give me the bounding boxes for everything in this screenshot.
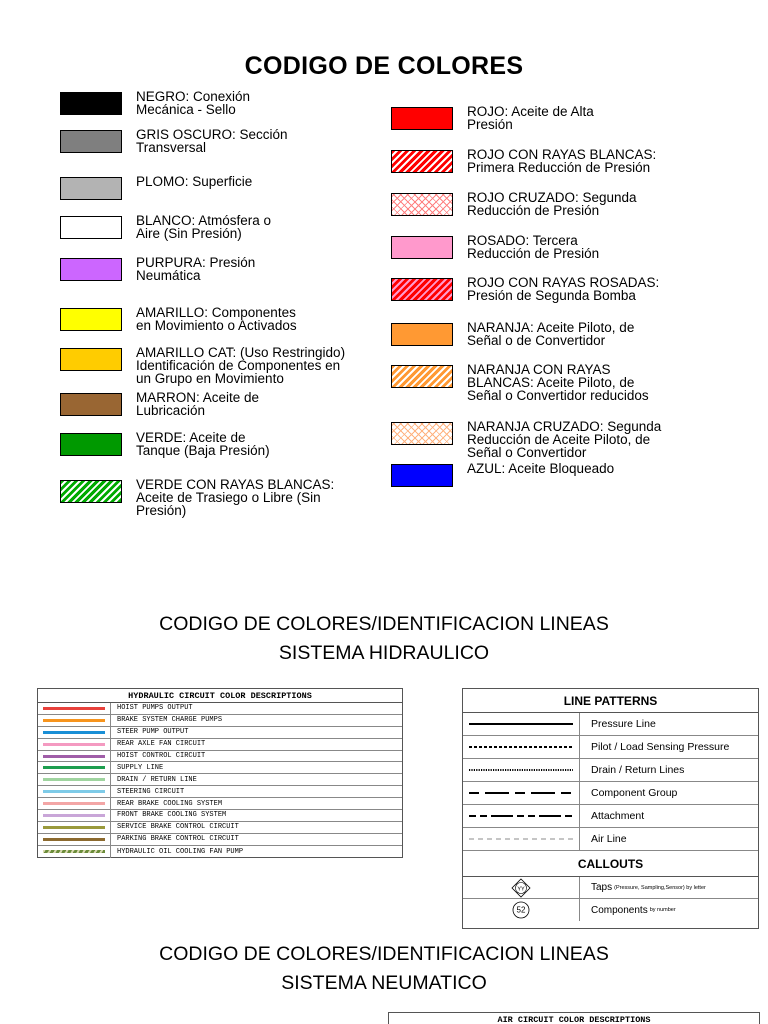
line-swatch [43, 826, 105, 829]
callouts-header: CALLOUTS [463, 851, 758, 877]
pattern-label: Component Group [591, 787, 678, 799]
color-swatch [391, 193, 453, 216]
pattern-label: Air Line [591, 833, 627, 845]
legend-text-line: AMARILLO: Componentes [136, 305, 296, 320]
hydraulic-title-line2: SISTEMA HIDRAULICO [278, 642, 490, 664]
legend-entry [60, 477, 335, 518]
color-swatch [391, 422, 453, 445]
legend-text-line: BLANCAS: Aceite Piloto, de [467, 375, 635, 390]
line-swatch [43, 802, 105, 805]
air-table-header: AIR CIRCUIT COLOR DESCRIPTIONS [497, 1015, 651, 1024]
legend-text [136, 128, 288, 154]
tap-callout-icon [511, 878, 531, 898]
legend-text-line: NEGRO: Conexión [136, 89, 251, 104]
table-row [38, 822, 402, 834]
line-swatch-cell [38, 762, 111, 773]
table-row [463, 828, 758, 851]
color-swatch [391, 150, 453, 173]
hydraulic-title-line1: CODIGO DE COLORES/IDENTIFICACION LINEAS [159, 613, 609, 635]
legend-text-line: MARRON: Aceite de [136, 390, 260, 405]
legend-text [136, 478, 334, 517]
line-swatch [43, 719, 105, 722]
hydraulic-section-title [0, 610, 768, 668]
legend-text [136, 306, 297, 332]
table-row [38, 751, 402, 763]
line-swatch-cell [38, 798, 111, 809]
table-row [463, 759, 758, 782]
legend-text-line: Lubricación [136, 403, 206, 418]
pattern-cell [463, 782, 580, 804]
row-label: PARKING BRAKE CONTROL CIRCUIT [117, 835, 239, 844]
legend-entry [391, 419, 662, 460]
row-label: BRAKE SYSTEM CHARGE PUMPS [117, 716, 223, 725]
pattern-cell [463, 805, 580, 827]
callout-label: Taps (Pressure, Sampling,Sensor) by letter [591, 882, 706, 893]
legend-text [136, 391, 259, 417]
color-swatch [60, 92, 122, 115]
line-swatch [43, 814, 105, 817]
legend-text-line: Presión de Segunda Bomba [467, 288, 636, 303]
legend-text [467, 420, 661, 459]
line-swatch-cell [38, 739, 111, 750]
color-swatch [60, 480, 122, 503]
legend-text-line: Primera Reducción de Presión [467, 160, 651, 175]
row-label: SUPPLY LINE [117, 763, 164, 772]
color-swatch [60, 216, 122, 239]
pattern-label: Pilot / Load Sensing Pressure [591, 741, 730, 753]
component-callout-icon [511, 900, 531, 920]
page-title: CODIGO DE COLORES [244, 52, 524, 80]
pneumatic-title-line1: CODIGO DE COLORES/IDENTIFICACION LINEAS [159, 943, 609, 965]
pattern-cell [463, 713, 580, 735]
legend-entry [60, 305, 297, 333]
legend-text-line: ROJO: Aceite de Alta [467, 104, 594, 119]
table-row [38, 834, 402, 846]
color-swatch [60, 433, 122, 456]
line-pattern-icon [469, 719, 573, 729]
table-row [38, 703, 402, 715]
legend-text-line: ROJO CON RAYAS BLANCAS: [467, 147, 657, 162]
color-swatch [60, 348, 122, 371]
legend-text-line: Reducción de Presión [467, 246, 600, 261]
legend-text-line: Señal o de Convertidor [467, 333, 606, 348]
row-label: REAR AXLE FAN CIRCUIT [117, 740, 206, 749]
legend-text [467, 234, 599, 260]
line-swatch-cell [38, 810, 111, 821]
legend-text [136, 431, 270, 457]
legend-entry [60, 255, 256, 283]
legend-text-line: Señal o Convertidor reducidos [467, 388, 649, 403]
legend-text-line: Neumática [136, 268, 201, 283]
row-label: STEERING CIRCUIT [117, 787, 185, 796]
legend-text [467, 276, 659, 302]
line-swatch-cell [38, 822, 111, 833]
color-swatch [60, 258, 122, 281]
legend-text [136, 256, 255, 282]
line-swatch-cell [38, 715, 111, 726]
legend-entry [60, 213, 272, 241]
legend-text-line: NARANJA: Aceite Piloto, de [467, 320, 635, 335]
color-swatch [60, 393, 122, 416]
legend-text-line: AZUL: Aceite Bloqueado [467, 461, 615, 476]
legend-text-line: ROJO CRUZADO: Segunda [467, 190, 637, 205]
legend-text-line: ROSADO: Tercera [467, 233, 578, 248]
line-swatch-cell [38, 727, 111, 738]
callout-row [463, 899, 758, 921]
line-pattern-icon [469, 765, 573, 775]
table-row [38, 762, 402, 774]
legend-text-line: Transversal [136, 140, 207, 155]
table-row [38, 727, 402, 739]
color-swatch [60, 177, 122, 200]
row-label: HYDRAULIC OIL COOLING FAN PUMP [117, 847, 244, 856]
svg-text:YY: YY [517, 886, 525, 892]
legend-entry [391, 147, 657, 175]
line-pattern-icon [469, 788, 573, 798]
callout-symbol-cell [463, 877, 580, 898]
line-swatch [43, 790, 105, 793]
row-label: FRONT BRAKE COOLING SYSTEM [117, 811, 227, 820]
line-swatch-cell [38, 751, 111, 762]
table-row [38, 798, 402, 810]
legend-entry [60, 390, 260, 418]
legend-entry [391, 275, 660, 303]
legend-text-line: Aire (Sin Presión) [136, 226, 242, 241]
legend-text [467, 462, 614, 475]
legend-text-line: PLOMO: Superficie [136, 174, 253, 189]
table-row [463, 736, 758, 759]
legend-text-line: VERDE CON RAYAS BLANCAS: [136, 477, 335, 492]
legend-text-line: en Movimiento o Activados [136, 318, 297, 333]
legend-text [467, 363, 649, 402]
line-swatch [43, 778, 105, 781]
row-label: STEER PUMP OUTPUT [117, 728, 189, 737]
legend-entry [60, 127, 288, 155]
line-swatch-cell [38, 834, 111, 845]
row-label: SERVICE BRAKE CONTROL CIRCUIT [117, 823, 239, 832]
line-swatch [43, 766, 105, 769]
pattern-label: Attachment [591, 810, 645, 822]
line-swatch [43, 755, 105, 758]
line-swatch [43, 731, 105, 734]
table-row [38, 786, 402, 798]
line-patterns-header: LINE PATTERNS [463, 689, 758, 713]
line-pattern-icon [469, 834, 573, 844]
line-swatch [43, 850, 105, 853]
pneumatic-section-title [0, 940, 768, 998]
legend-text [136, 90, 250, 116]
legend-text-line: Reducción de Aceite Piloto, de [467, 432, 651, 447]
color-swatch [60, 308, 122, 331]
color-swatch [391, 278, 453, 301]
legend-text-line: VERDE: Aceite de [136, 430, 246, 445]
color-swatch [391, 107, 453, 130]
color-swatch [60, 130, 122, 153]
legend-text-line: AMARILLO CAT: (Uso Restringido) [136, 345, 346, 360]
legend-text-line: Mecánica - Sello [136, 102, 236, 117]
legend-text-line: Presión [467, 117, 513, 132]
legend-text-line: Presión) [136, 503, 187, 518]
legend-entry [391, 320, 635, 348]
line-swatch-cell [38, 774, 111, 785]
legend-entry [391, 362, 649, 403]
line-swatch [43, 838, 105, 841]
legend-text-line: Identificación de Componentes en [136, 358, 341, 373]
legend-entry [60, 174, 253, 200]
legend-entry [60, 89, 251, 117]
table-row [38, 739, 402, 751]
line-pattern-icon [469, 811, 573, 821]
hydraulic-table-header: HYDRAULIC CIRCUIT COLOR DESCRIPTIONS [38, 689, 402, 703]
legend-entry [391, 461, 615, 487]
pattern-cell [463, 759, 580, 781]
callout-symbol-cell [463, 899, 580, 921]
pattern-cell [463, 828, 580, 850]
svg-text:52: 52 [516, 905, 526, 915]
legend-text-line: Aceite de Trasiego o Libre (Sin [136, 490, 321, 505]
table-row [38, 810, 402, 822]
legend-entry [60, 430, 270, 458]
legend-text-line: Reducción de Presión [467, 203, 600, 218]
legend-text [136, 346, 345, 385]
callout-row [463, 877, 758, 899]
legend-text [467, 191, 637, 217]
legend-text-line: Tanque (Baja Presión) [136, 443, 270, 458]
legend-text [467, 321, 634, 347]
legend-text [467, 148, 656, 174]
legend-text-line: NARANJA CRUZADO: Segunda [467, 419, 662, 434]
color-swatch [391, 365, 453, 388]
color-swatch [391, 323, 453, 346]
table-row [38, 774, 402, 786]
pattern-label: Drain / Return Lines [591, 764, 685, 776]
air-circuit-table [388, 1012, 760, 1024]
table-row [463, 782, 758, 805]
line-swatch [43, 707, 105, 710]
line-swatch-cell [38, 703, 111, 714]
legend-text [467, 105, 594, 131]
legend-text [136, 175, 252, 188]
row-label: HOIST CONTROL CIRCUIT [117, 752, 206, 760]
legend-text-line: PURPURA: Presión [136, 255, 256, 270]
row-label: DRAIN / RETURN LINE [117, 775, 197, 784]
table-row [463, 713, 758, 736]
legend-text-line: BLANCO: Atmósfera o [136, 213, 272, 228]
line-swatch-cell [38, 786, 111, 797]
color-swatch [391, 464, 453, 487]
legend-text-line: ROJO CON RAYAS ROSADAS: [467, 275, 660, 290]
legend-text-line: GRIS OSCURO: Sección [136, 127, 288, 142]
row-label: REAR BRAKE COOLING SYSTEM [117, 799, 223, 808]
legend-text [136, 214, 271, 240]
legend-text-line: un Grupo en Movimiento [136, 371, 284, 386]
legend-entry [60, 345, 346, 386]
table-row [38, 846, 402, 858]
line-swatch [43, 743, 105, 746]
line-pattern-icon [469, 742, 573, 752]
line-swatch-cell [38, 846, 111, 858]
legend-entry [391, 104, 594, 132]
legend-entry [391, 233, 600, 261]
color-swatch [391, 236, 453, 259]
legend-text-line: Señal o Convertidor [467, 445, 587, 460]
legend-entry [391, 190, 637, 218]
pneumatic-title-line2: SISTEMA NEUMATICO [281, 972, 487, 994]
table-row [463, 805, 758, 828]
hydraulic-circuit-table [37, 688, 403, 858]
legend-text-line: NARANJA CON RAYAS [467, 362, 611, 377]
row-label: HOIST PUMPS OUTPUT [117, 704, 193, 713]
line-patterns-table [462, 688, 759, 929]
pattern-label: Pressure Line [591, 718, 656, 730]
callout-label: Components by number [591, 904, 676, 916]
pattern-cell [463, 736, 580, 758]
table-row [38, 715, 402, 727]
